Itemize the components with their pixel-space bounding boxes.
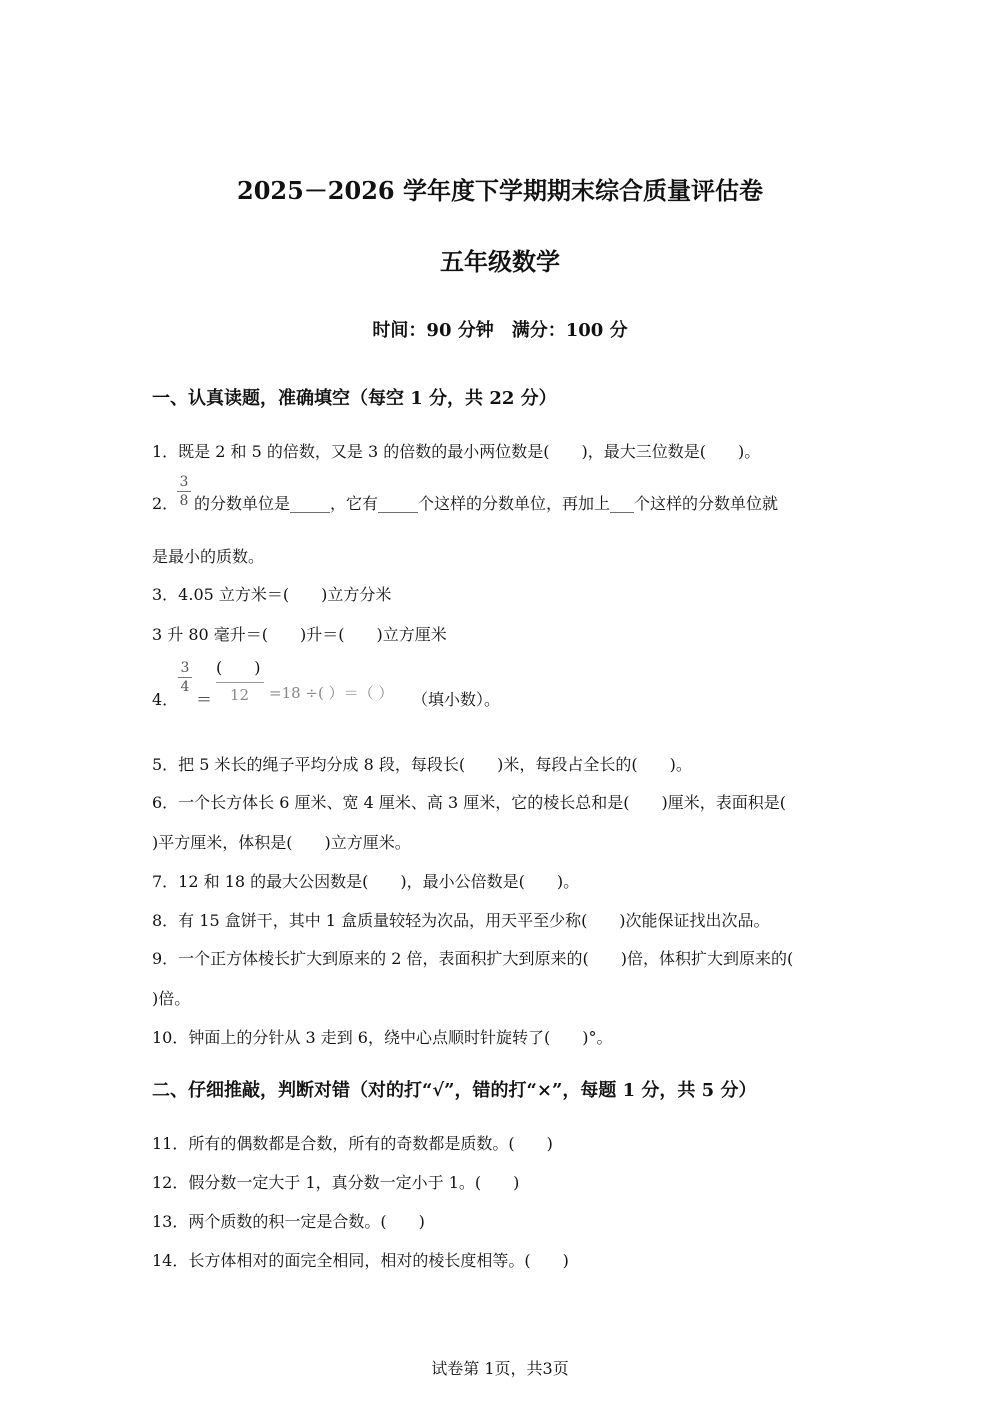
question-3a: 3．4.05 立方米＝( )立方分米 <box>152 585 392 604</box>
section-heading-fill-blank: 一、认真读题，准确填空（每空 1 分，共 22 分） <box>152 388 557 409</box>
question-2-text: 的分数单位是_____，它有_____个这样的分数单位，再加上___个这样的分数单位就 <box>194 494 779 513</box>
exam-meta: 时间：90 分钟 满分：100 分 <box>372 320 628 341</box>
question-11: 11．所有的偶数都是合数，所有的奇数都是质数。( ) <box>152 1134 553 1153</box>
section-heading-true-false: 二、仔细推敲，判断对错（对的打“√”，错的打“×”，每题 1 分，共 5 分） <box>152 1080 757 1101</box>
question-6b: )平方厘米，体积是( )立方厘米。 <box>152 833 411 852</box>
question-1: 1．既是 2 和 5 的倍数，又是 3 的倍数的最小两位数是( )，最大三位数是( )。 <box>152 442 761 461</box>
question-4-blank-numerator: ( ) <box>216 658 261 677</box>
fraction-bar <box>177 491 191 492</box>
fraction-denominator: 8 <box>179 493 189 509</box>
question-4-prefix: 4． <box>152 690 179 709</box>
question-4-denominator: 12 <box>230 686 250 704</box>
question-7: 7．12 和 18 的最大公因数是( )，最小公倍数是( )。 <box>152 872 580 891</box>
exam-title: 2025－2026 学年度下学期期末综合质量评估卷 <box>237 176 763 205</box>
question-3b: 3 升 80 毫升＝( )升＝( )立方厘米 <box>152 625 447 644</box>
question-2-continuation: 是最小的质数。 <box>152 547 265 566</box>
fraction-numerator: 3 <box>180 660 190 676</box>
question-4-equals: ＝ <box>196 690 213 709</box>
question-9b: )倍。 <box>152 989 191 1008</box>
question-10: 10．钟面上的分针从 3 走到 6，绕中心点顺时针旋转了( )°。 <box>152 1028 613 1047</box>
question-2-fraction <box>177 474 191 509</box>
question-6a: 6．一个长方体长 6 厘米、宽 4 厘米、高 3 厘米，它的棱长总和是( )厘米，表面积是( <box>152 793 786 812</box>
question-2-prefix: 2． <box>152 494 179 513</box>
question-12: 12．假分数一定大于 1，真分数一定小于 1。( ) <box>152 1173 520 1192</box>
question-4-fraction-bar <box>216 682 264 683</box>
question-14: 14．长方体相对的面完全相同，相对的棱长度相等。( ) <box>152 1251 569 1270</box>
fraction-bar <box>178 677 192 678</box>
question-4-tail: （填小数）。 <box>412 690 501 709</box>
question-8: 8．有 15 盒饼干，其中 1 盒质量较轻为次品，用天平至少称( )次能保证找出次品。 <box>152 911 770 930</box>
question-4-fraction-1 <box>178 660 192 695</box>
page-footer: 试卷第 1页，共3页 <box>431 1359 569 1378</box>
question-9a: 9．一个正方体棱长扩大到原来的 2 倍，表面积扩大到原来的( )倍，体积扩大到原来的( <box>152 949 794 968</box>
question-4-expression: =18 ÷( ）＝（ ） <box>269 684 394 702</box>
fraction-numerator: 3 <box>179 474 189 490</box>
exam-subtitle: 五年级数学 <box>440 247 560 276</box>
question-13: 13．两个质数的积一定是合数。( ) <box>152 1212 425 1231</box>
fraction-denominator: 4 <box>180 679 190 695</box>
question-5: 5．把 5 米长的绳子平均分成 8 段，每段长( )米，每段占全长的( )。 <box>152 755 692 774</box>
